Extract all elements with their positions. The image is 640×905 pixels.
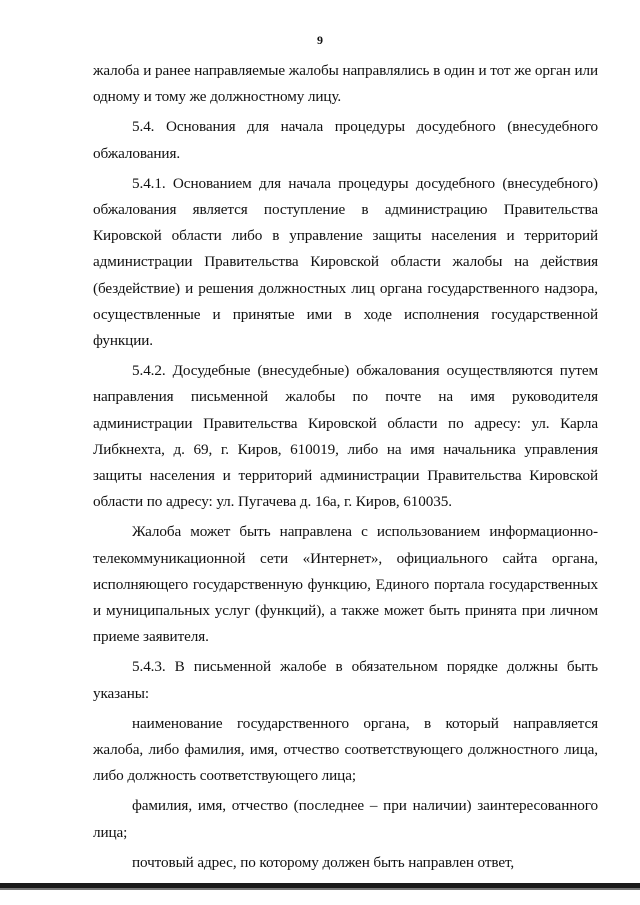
document-body [93, 58, 598, 876]
bottom-border-shade [0, 888, 640, 890]
list-item-organ-name: наименование государственного органа, в который направляется жалоба, либо фамилия, имя, отчество соответствующего должностного лица, либо должность соответствующего лица; [93, 714, 598, 785]
paragraph-internet-complaint: Жалоба может быть направлена с использованием информационно-телекоммуникационной сети «Интернет», официального сайта органа, исполняющего государственную функцию, Единого портала государственных и муниципальных услуг (функций), а также может быть принята при личном приеме заявителя. [93, 523, 598, 646]
section-heading-5-4: 5.4. Основания для начала процедуры досудебного (внесудебного обжалования. [93, 118, 598, 162]
list-item-postal-address: почтовый адрес, по которому должен быть направлен ответ, [132, 853, 515, 871]
page-number: 9 [317, 33, 323, 47]
paragraph-5-4-1: 5.4.1. Основанием для начала процедуры досудебного (внесудебного) обжалования является поступление в администрацию Правительства Кировской области либо в управление защиты населения и территорий администрации Правительства Кировской области жалобы на действия (бездействие) и решения должностных лиц органа государственного надзора, осуществленные и принятые ими в ходе исполнения государственной функции. [93, 174, 598, 350]
paragraph-continuation: жалоба и ранее направляемые жалобы направлялись в один и тот же орган или одному и тому же должностному лицу. [93, 62, 598, 106]
list-item-full-name: фамилия, имя, отчество (последнее – при наличии) заинтересованного лица; [93, 797, 598, 841]
paragraph-5-4-3: 5.4.3. В письменной жалобе в обязательном порядке должны быть указаны: [93, 658, 598, 702]
paragraph-5-4-2: 5.4.2. Досудебные (внесудебные) обжалования осуществляются путем направления письменной жалобы по почте на имя руководителя администрации Правительства Кировской области по адресу: ул. Карла Либкнехта, д. 69, г. Киров, 610019, либо на имя начальника управления защиты населения и территорий администрации Правительства Кировской области по адресу: ул. Пугачева д. 16а, г. Киров, 610035. [93, 362, 598, 511]
